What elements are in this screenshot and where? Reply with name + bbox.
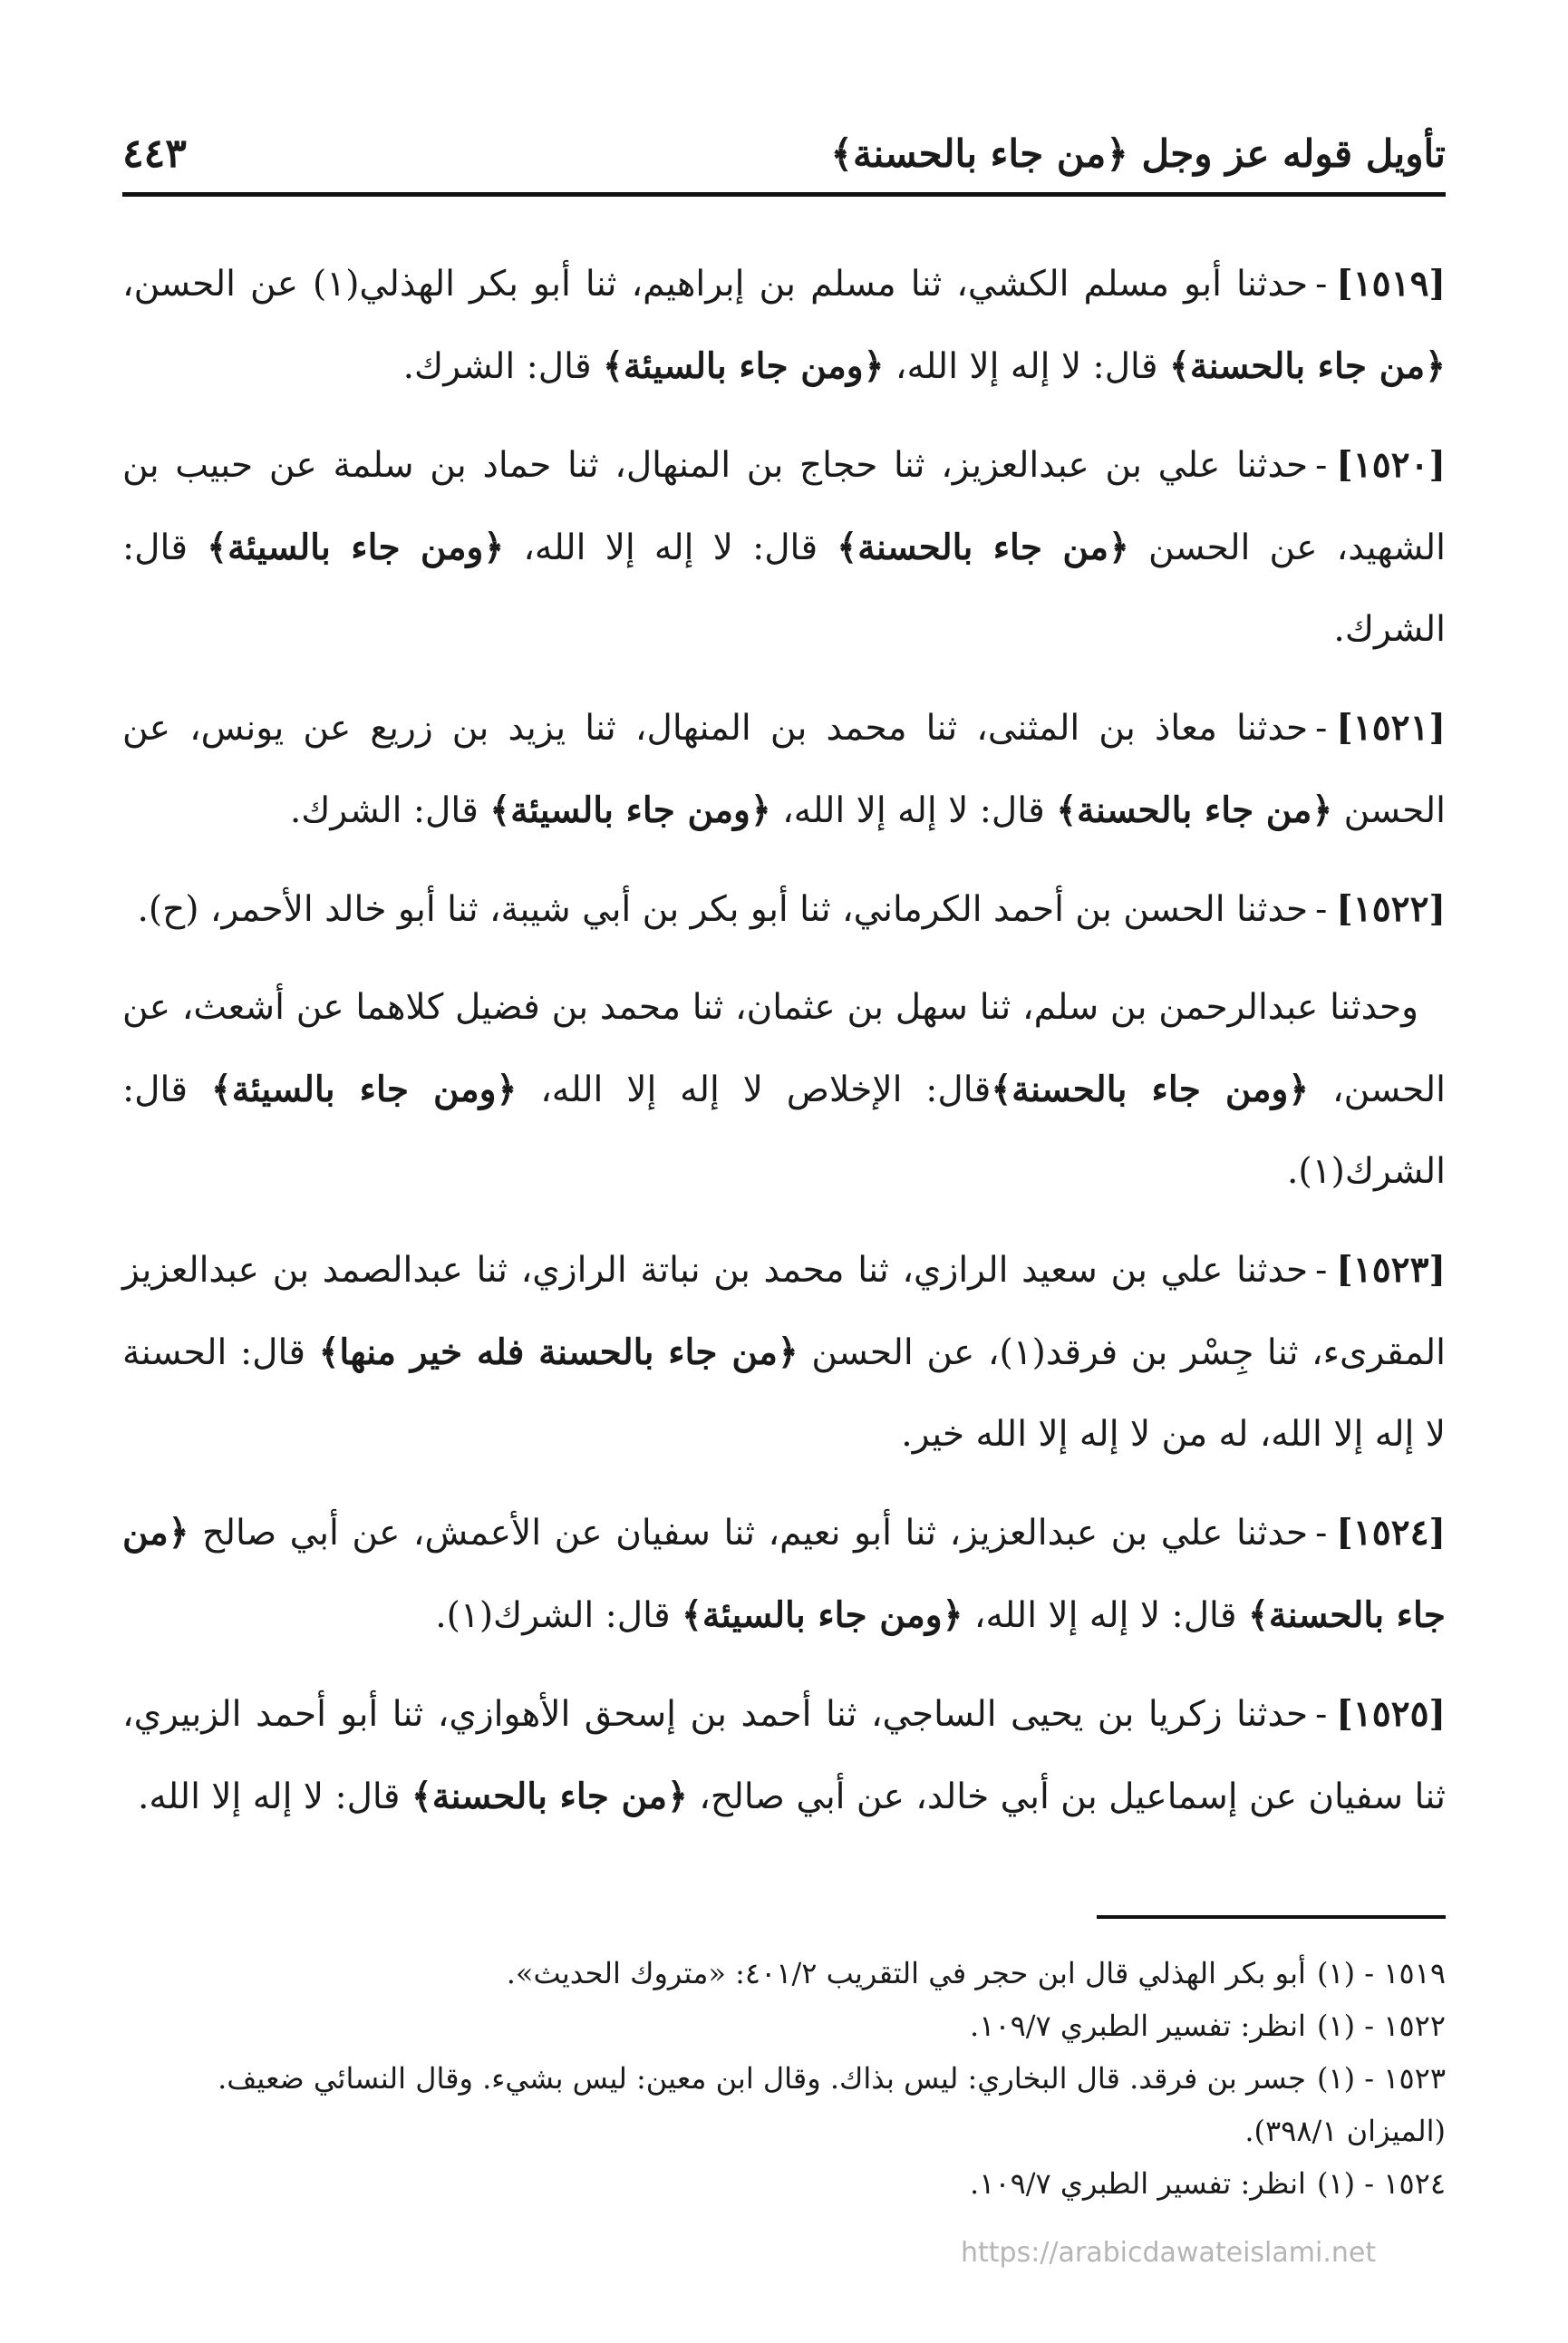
hadith-text: قال: لا إله إلا الله، [963, 1595, 1248, 1636]
footnote [122, 2052, 1446, 2157]
hadith-1522 [122, 868, 1446, 951]
dash: - [1315, 1513, 1328, 1554]
hadith-text: وحدثنا عبدالرحمن بن سلم، ثنا سهل بن عثمان، ثنا محمد بن فضيل كلاهما عن أشعث، عن الحسن، [122, 987, 1446, 1110]
hadith-1525 [122, 1673, 1446, 1838]
footnote-text: أبو بكر الهذلي قال ابن حجر في التقريب ٤٠١/٢: «متروك الحديث». [506, 1956, 1306, 1990]
footnote-text: انظر: تفسير الطبري ١٠٩/٧. [970, 2009, 1306, 2043]
hadith-number: [١٥١٩] [1336, 263, 1446, 305]
hadith-continuation [122, 967, 1446, 1213]
hadith-text: قال: الشرك. [122, 528, 1446, 650]
quran-quote: ﴿ومن جاء بالسيئة﴾ [207, 527, 505, 568]
quran-quote: ﴿من جاء بالحسنة﴾ [1168, 345, 1446, 387]
quran-quote: ﴿ومن جاء بالسيئة﴾ [682, 1594, 963, 1636]
hadith-text: حدثنا معاذ بن المثنى، ثنا محمد بن المنهال، ثنا يزيد بن زريع عن يونس، عن الحسن [122, 708, 1446, 831]
hadith-number: [١٥٢٣] [1336, 1249, 1446, 1291]
hadith-text: قال: لا إله إلا الله. [137, 1777, 411, 1817]
hadith-number: [١٥٢١] [1336, 707, 1446, 749]
footnote-text: انظر: تفسير الطبري ١٠٩/٧. [970, 2166, 1306, 2201]
hadith-number: [١٥٢٠] [1336, 444, 1446, 486]
quran-quote: ﴿من جاء بالحسنة﴾ [837, 527, 1129, 568]
dash: - [1315, 1250, 1328, 1291]
hadith-text: قال: الإخلاص لا إله إلا الله، [517, 1070, 992, 1110]
quran-quote: ﴿من جاء بالحسنة﴾ [1056, 789, 1333, 831]
footnote-ref: ١٥٢٣ - (١) [1316, 2061, 1446, 2096]
dash: - [1315, 445, 1328, 486]
footnote-text: جسر بن فرقد. قال البخاري: ليس بذاك. وقال ابن معين: ليس بشيء. وقال النسائي ضعيف. (الميزان ٣٩٨/١). [218, 2061, 1446, 2148]
hadith-text: حدثنا الحسن بن أحمد الكرماني، ثنا أبو بكر بن أبي شيبة، ثنا أبو خالد الأحمر، (ح). [137, 889, 1309, 930]
quran-quote: ﴿ومن جاء بالسيئة﴾ [603, 345, 885, 387]
footnote [122, 1999, 1446, 2052]
page-number: ٤٤٣ [122, 131, 187, 177]
dash: - [1315, 889, 1328, 930]
quran-quote: ﴿من جاء بالحسنة﴾ [122, 1512, 1446, 1636]
page-header [122, 116, 1446, 197]
hadith-text: قال: الشرك(١). [435, 1595, 682, 1636]
footnote-separator [1097, 1915, 1446, 1919]
hadith-text: حدثنا علي بن عبدالعزيز، ثنا أبو نعيم، ثنا سفيان عن الأعمش، عن أبي صالح [189, 1513, 1309, 1554]
quran-quote: ﴿من جاء بالحسنة فله خير منها﴾ [318, 1331, 799, 1373]
quran-quote: ﴿ومن جاء بالسيئة﴾ [489, 789, 771, 831]
dash: - [1315, 264, 1328, 305]
hadith-text: قال: لا إله إلا الله، [884, 346, 1169, 387]
hadith-text: قال: الشرك. [289, 790, 490, 831]
hadith-1520 [122, 424, 1446, 671]
dash: - [1315, 708, 1328, 749]
hadith-text: حدثنا علي بن سعيد الرازي، ثنا محمد بن نباتة الرازي، ثنا عبدالصمد بن عبدالعزيز المقرىء، ثنا جِسْر بن فرقد(١)، عن الحسن [122, 1250, 1447, 1373]
hadith-text: قال: لا إله إلا الله، [770, 790, 1057, 831]
quran-quote: ﴿ومن جاء بالحسنة﴾ [991, 1069, 1310, 1110]
footnotes [122, 1947, 1446, 2210]
hadith-text: حدثنا زكريا بن يحيى الساجي، ثنا أحمد بن إسحق الأهوازي، ثنا أبو أحمد الزبيري، ثنا سفيان عن إسماعيل بن أبي خالد، عن أبي صالح، [122, 1694, 1446, 1817]
footnote-ref: ١٥٢٤ - (١) [1316, 2166, 1446, 2201]
main-text [122, 243, 1446, 1854]
running-title: تأويل قوله عز وجل ﴿من جاء بالحسنة﴾ [830, 131, 1446, 176]
footnote-ref: ١٥١٩ - (١) [1316, 1956, 1446, 1990]
hadith-number: [١٥٢٤] [1336, 1512, 1446, 1554]
hadith-1523 [122, 1229, 1446, 1476]
hadith-text: حدثنا علي بن عبدالعزيز، ثنا حجاج بن المنهال، ثنا حماد بن سلمة عن حبيب بن الشهيد، عن الحسن [122, 445, 1446, 568]
watermark-url: https://arabicdawateislami.net [961, 2237, 1377, 2269]
hadith-text: قال: الشرك(١). [122, 1070, 1446, 1192]
hadith-1519 [122, 243, 1446, 408]
quran-quote: ﴿من جاء بالحسنة﴾ [411, 1776, 688, 1817]
hadith-1524 [122, 1492, 1446, 1657]
hadith-number: [١٥٢٢] [1336, 888, 1446, 930]
dash: - [1315, 1694, 1328, 1735]
hadith-text: قال: الحسنة لا إله إلا الله، له من لا إله إلا الله خير. [122, 1332, 1446, 1455]
hadith-text: حدثنا أبو مسلم الكشي، ثنا مسلم بن إبراهيم، ثنا أبو بكر الهذلي(١) عن الحسن، [122, 264, 1309, 305]
footnote [122, 1947, 1446, 1999]
footnote [122, 2157, 1446, 2210]
hadith-text: قال: الشرك. [402, 346, 604, 387]
hadith-number: [١٥٢٥] [1336, 1693, 1446, 1735]
quran-quote: ﴿ومن جاء بالسيئة﴾ [210, 1069, 518, 1110]
hadith-text: قال: لا إله إلا الله، [504, 528, 837, 568]
hadith-1521 [122, 687, 1446, 852]
footnote-ref: ١٥٢٢ - (١) [1316, 2009, 1446, 2043]
